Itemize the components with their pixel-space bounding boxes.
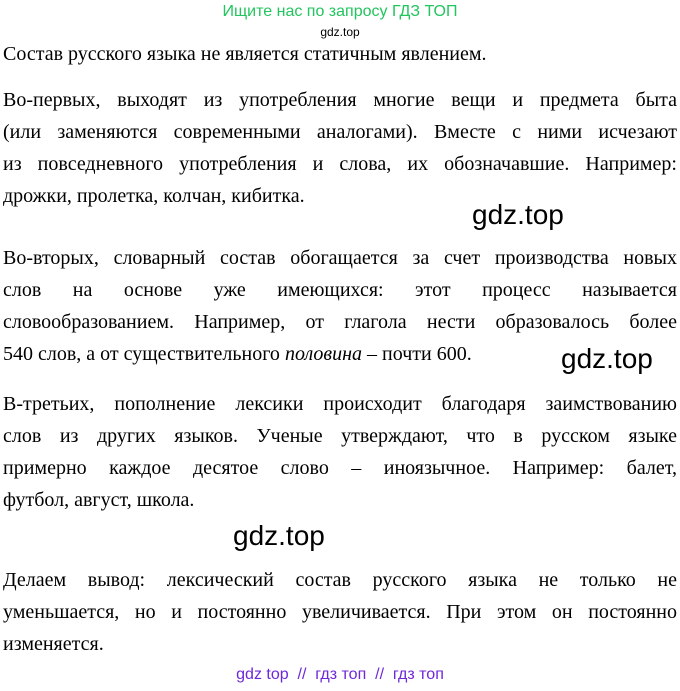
paragraph-line: Во-первых, выходят из употребления многие вещи и предмета быта	[3, 89, 677, 111]
paragraph-line: Во-вторых, словарный состав обогащается за счет производства новых	[3, 247, 677, 269]
watermark-2: gdz.top	[561, 343, 653, 374]
paragraph-1	[3, 38, 677, 70]
banner-subtitle: gdz.top	[320, 25, 360, 39]
paragraph-line: словообразованием. Например, от глагола нести образовалось более	[3, 311, 677, 333]
italic-word: половина	[284, 343, 363, 365]
paragraph-line: из повседневного употребления и слова, их обозначавшие. Например:	[3, 153, 677, 175]
paragraph-line: слов из других языков. Ученые утверждают, что в русском языке	[3, 425, 677, 447]
paragraph-5	[3, 564, 677, 660]
paragraph-line: слов на основе уже имеющихся: этот процесс называется	[3, 279, 677, 301]
footer-links: gdz top // гдз топ // гдз топ	[236, 666, 444, 683]
paragraph-4	[3, 388, 677, 516]
paragraph-2	[3, 84, 677, 212]
paragraph-line: изменяется.	[3, 633, 104, 655]
paragraph-text: 540 слов, а от существительного	[3, 343, 285, 365]
watermark-3: gdz.top	[233, 520, 325, 551]
paragraph-line: (или заменяются современными аналогами). Вместе с ними исчезают	[3, 121, 677, 143]
paragraph-line: В-третьих, пополнение лексики происходит благодаря заимствованию	[3, 393, 677, 415]
paragraph-line: Состав русского языка не является статичным явлением.	[3, 43, 487, 65]
banner-title: Ищите нас по запросу ГДЗ ТОП	[222, 3, 458, 20]
paragraph-line: уменьшается, но и постоянно увеличивается. При этом он постоянно	[3, 601, 677, 623]
paragraph-line: примерно каждое десятое слово – иноязычное. Например: балет,	[3, 457, 677, 479]
paragraph-text: – почти 600.	[362, 343, 472, 365]
paragraph-line: Делаем вывод: лексический состав русского языка не только не	[3, 569, 677, 591]
paragraph-line: футбол, август, школа.	[3, 489, 195, 511]
watermark-1: gdz.top	[472, 199, 564, 230]
paragraph-line: дрожки, пролетка, колчан, кибитка.	[3, 185, 305, 207]
